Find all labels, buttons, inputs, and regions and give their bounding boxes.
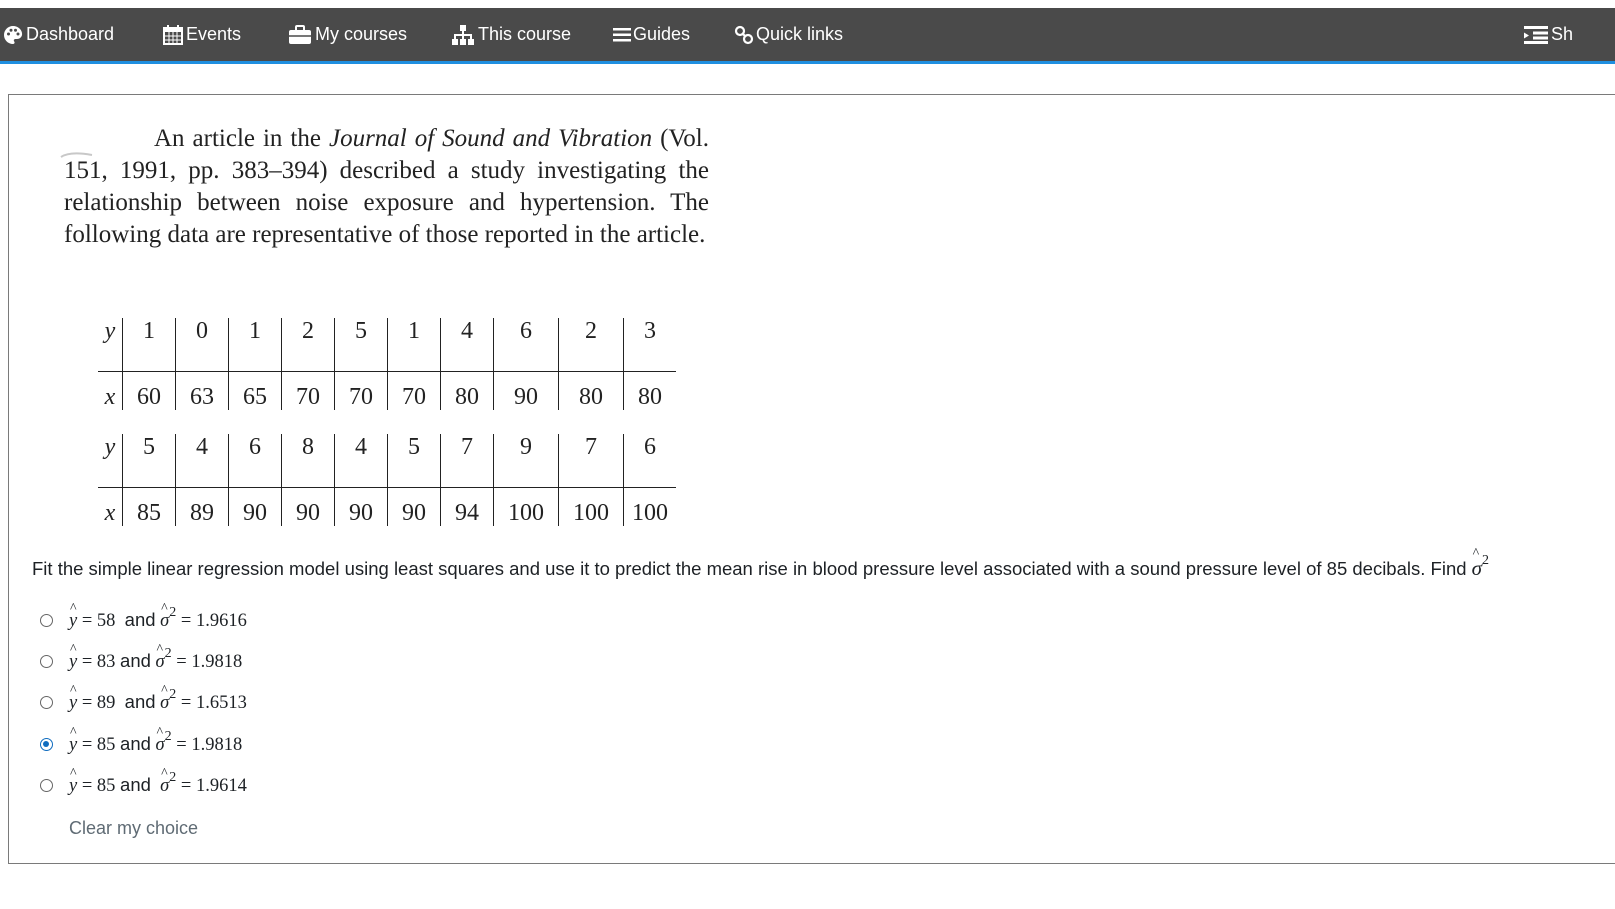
table-cell: 6 (229, 434, 282, 488)
table-cell: 1 (388, 318, 441, 372)
sigma-exponent: 2 (164, 728, 172, 744)
sigma-symbol: ^ σ (1472, 556, 1482, 581)
question-figure (64, 123, 709, 251)
question-body: Fit the simple linear regression model using least squares and use it to predict the mean rise in blood pressure level associated with a sound pressure level of 85 decibals. Find (32, 558, 1472, 579)
table-cell: 2 (282, 318, 335, 372)
table-cell: 94 (441, 488, 494, 527)
table-cell: 9 (494, 434, 559, 488)
option-text (69, 686, 247, 714)
table-cell: 80 (624, 372, 677, 411)
para-rest: (Vol. 151, 1991, pp. 383–394) described a study investigating the relationship between noise exposure and hypertension. The following data are representative of those reported in the article. (64, 125, 709, 248)
y-value: 89 (96, 693, 116, 714)
equals-sign: = (81, 611, 93, 632)
y-value: 58 (96, 611, 116, 632)
clear-choice-link[interactable]: Clear my choice (69, 818, 199, 838)
data-table-2 (98, 434, 676, 526)
table-cell: 90 (229, 488, 282, 527)
nav-events[interactable] (162, 8, 241, 61)
palette-icon (2, 24, 24, 46)
list-icon (613, 24, 631, 46)
table-row-x (98, 372, 676, 411)
radio-button[interactable] (40, 614, 53, 627)
table-cell: 70 (388, 372, 441, 411)
y-hat: ^ y (69, 735, 77, 756)
y-hat: ^ y (69, 652, 77, 673)
option-text (69, 728, 243, 756)
nav-label: Events (186, 24, 242, 44)
table-cell: 5 (123, 434, 176, 488)
y-hat: ^ y (69, 776, 77, 797)
top-navbar (0, 8, 1615, 64)
table-cell: 89 (176, 488, 229, 527)
nav-label: Dashboard (26, 24, 115, 44)
sigma-value: 1.9616 (195, 611, 247, 632)
table-cell: 6 (624, 434, 677, 488)
table-cell: 70 (282, 372, 335, 411)
table-cell: 8 (282, 434, 335, 488)
nav-show-menu[interactable] (1523, 8, 1573, 61)
table-cell: 5 (335, 318, 388, 372)
nav-quick-links[interactable] (734, 8, 843, 61)
answer-option[interactable] (40, 641, 242, 681)
nav-label: Quick links (756, 24, 844, 44)
sigma-exponent: 2 (169, 769, 177, 785)
table-cell: 70 (335, 372, 388, 411)
radio-button[interactable] (40, 779, 53, 792)
sigma-value: 1.6513 (195, 693, 247, 714)
and-word: and (120, 733, 151, 755)
equals-sign: = (180, 776, 192, 797)
para-start: An article in the (154, 125, 329, 152)
sigma-exponent: 2 (1482, 553, 1490, 568)
equals-sign: = (81, 776, 93, 797)
figure-paragraph (64, 123, 709, 251)
calendar-icon (162, 24, 184, 46)
answer-option[interactable] (40, 724, 242, 764)
equals-sign: = (81, 735, 93, 756)
sitemap-icon (450, 24, 476, 46)
data-table-1 (98, 318, 676, 410)
table-cell: 3 (624, 318, 677, 372)
table-cell: 4 (441, 318, 494, 372)
and-word: and (120, 650, 151, 672)
briefcase-icon (287, 24, 313, 46)
table-cell: 7 (441, 434, 494, 488)
sigma-hat: ^ σ (160, 776, 169, 797)
table-row-y (98, 318, 676, 372)
nav-label: Guides (633, 24, 691, 44)
table-cell: 90 (388, 488, 441, 527)
answer-option[interactable] (40, 600, 247, 640)
equals-sign: = (176, 735, 187, 756)
and-word: and (120, 774, 151, 796)
scribble-mark (60, 151, 94, 159)
row-label: y (98, 434, 123, 488)
and-word: and (124, 691, 156, 713)
sigma-value: 1.9818 (191, 652, 243, 673)
table-cell: 90 (494, 372, 559, 411)
nav-label: Sh (1551, 24, 1574, 44)
table-cell: 63 (176, 372, 229, 411)
sigma-value: 1.9818 (191, 735, 243, 756)
sigma-exponent: 2 (169, 686, 177, 702)
table-cell: 4 (335, 434, 388, 488)
sigma-hat: ^ σ (156, 735, 165, 756)
sigma-exponent: 2 (164, 645, 172, 661)
row-label: x (104, 384, 116, 410)
y-value: 83 (96, 652, 116, 673)
sigma-hat: ^ σ (156, 652, 165, 673)
nav-dashboard[interactable] (2, 8, 114, 61)
equals-sign: = (180, 693, 192, 714)
table-cell: 80 (441, 372, 494, 411)
sigma-hat: ^ σ (160, 693, 169, 714)
table-cell: 2 (559, 318, 624, 372)
question-text (32, 553, 1490, 581)
table-cell: 100 (559, 488, 624, 527)
and-word: and (124, 609, 156, 631)
nav-label: This course (478, 24, 572, 44)
table-cell: 60 (123, 372, 176, 411)
nav-this-course[interactable] (450, 8, 571, 61)
radio-button[interactable] (40, 696, 53, 709)
nav-label: My courses (315, 24, 408, 44)
sigma-hat: ^ σ (160, 611, 169, 632)
answer-option[interactable] (40, 682, 247, 722)
sigma-exponent: 2 (169, 604, 177, 620)
table-cell: 1 (123, 318, 176, 372)
equals-sign: = (176, 652, 187, 673)
y-hat: ^ y (69, 611, 77, 632)
table-cell: 1 (229, 318, 282, 372)
table-row-x (98, 488, 676, 527)
table-cell: 100 (494, 488, 559, 527)
outdent-icon (1523, 24, 1549, 46)
nav-guides[interactable] (613, 8, 690, 61)
radio-button-selected[interactable] (40, 738, 53, 751)
y-value: 85 (96, 735, 116, 756)
option-text (69, 645, 243, 673)
table-cell: 85 (123, 488, 176, 527)
sigma-value: 1.9614 (195, 776, 247, 797)
row-label: y (98, 318, 123, 372)
row-label: x (104, 500, 116, 526)
nav-my-courses[interactable] (287, 8, 407, 61)
table-cell: 0 (176, 318, 229, 372)
table-cell: 80 (559, 372, 624, 411)
table-row-y (98, 434, 676, 488)
y-hat: ^ y (69, 693, 77, 714)
answer-option[interactable] (40, 765, 247, 805)
table-cell: 6 (494, 318, 559, 372)
equals-sign: = (81, 652, 93, 673)
table-cell: 7 (559, 434, 624, 488)
link-icon (734, 24, 754, 46)
journal-name: Journal of Sound and Vibration (328, 125, 653, 152)
option-text (69, 604, 247, 632)
table-cell: 65 (229, 372, 282, 411)
table-cell: 100 (624, 488, 677, 527)
y-value: 85 (96, 776, 116, 797)
table-cell: 5 (388, 434, 441, 488)
option-text (69, 769, 247, 797)
equals-sign: = (81, 693, 93, 714)
table-cell: 90 (282, 488, 335, 527)
table-cell: 4 (176, 434, 229, 488)
table-cell: 90 (335, 488, 388, 527)
radio-button[interactable] (40, 655, 53, 668)
equals-sign: = (180, 611, 192, 632)
